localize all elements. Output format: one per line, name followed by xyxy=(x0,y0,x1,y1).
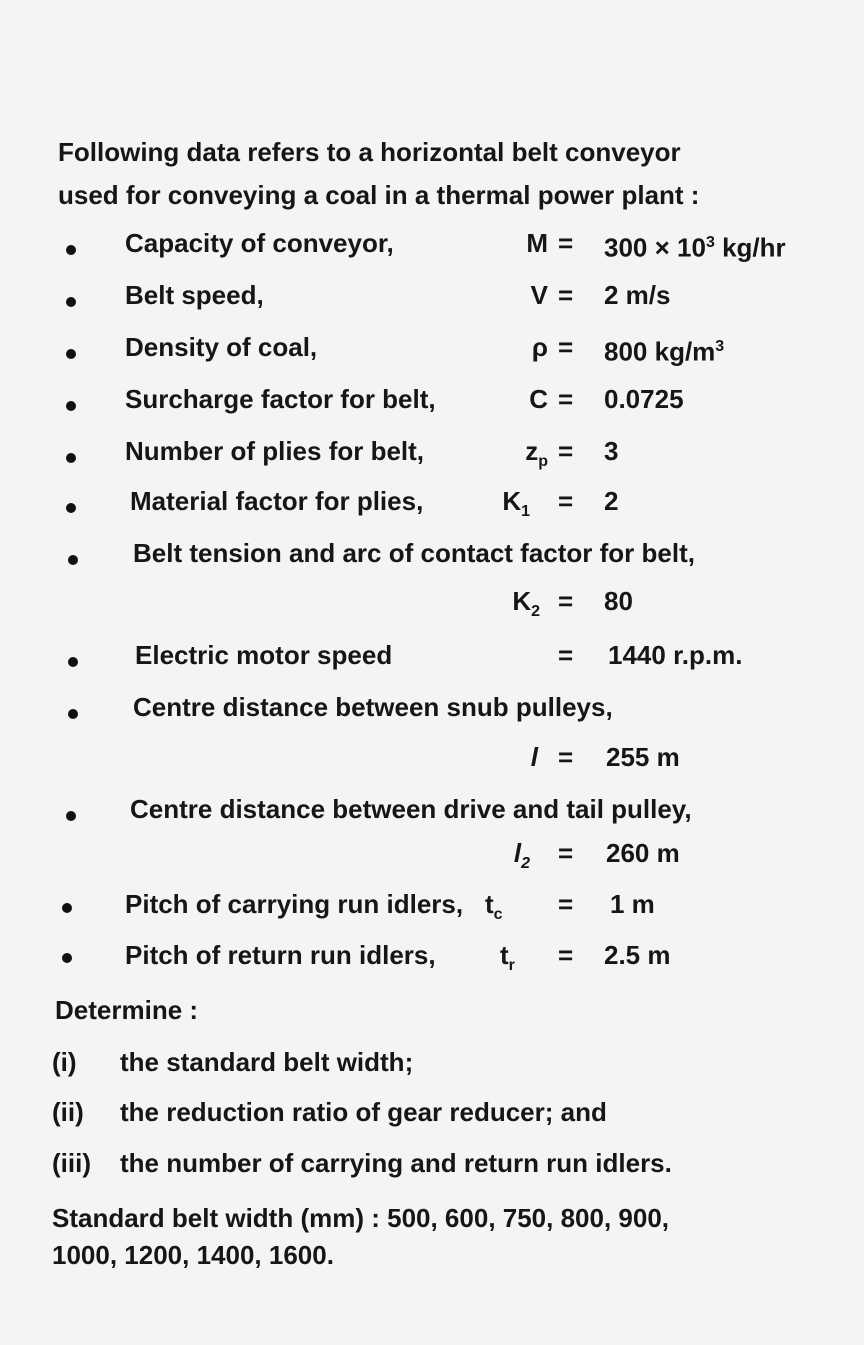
item-value: 1440 r.p.m. xyxy=(608,640,743,670)
equals-sign: = xyxy=(558,228,574,258)
item-label: Centre distance between drive and tail pulley, xyxy=(130,794,692,824)
item-label: Number of plies for belt, xyxy=(125,436,425,466)
item-text: the reduction ratio of gear reducer; and xyxy=(120,1097,607,1127)
item-label: Pitch of return run idlers, xyxy=(125,940,436,970)
bullet-icon xyxy=(66,453,76,463)
item-value: 3 xyxy=(604,436,619,466)
item-value: 800 $kg/m^3$ xyxy=(604,336,725,367)
bullet-icon xyxy=(62,903,72,913)
item-symbol: C xyxy=(529,384,548,414)
bullet-icon xyxy=(66,503,76,513)
bullet-icon xyxy=(66,401,76,411)
item-label: Pitch of carrying run idlers, xyxy=(125,889,464,919)
item-symbol: $l_2$ xyxy=(513,838,530,873)
item-value: 2 xyxy=(604,486,619,516)
item-value: 2 m/s xyxy=(604,280,671,310)
equals-sign: = xyxy=(558,280,574,310)
item-number: (iii) xyxy=(52,1148,91,1178)
item-label: Capacity of conveyor, xyxy=(125,228,394,258)
equals-sign: = xyxy=(558,486,574,516)
item-label: Belt tension and arc of contact factor for belt, xyxy=(133,538,695,568)
equals-sign: = xyxy=(558,436,574,466)
item-value: 1 m xyxy=(610,889,655,919)
item-text: the standard belt width; xyxy=(120,1047,414,1077)
item-label: Belt speed, xyxy=(125,280,264,310)
item-text: the number of carrying and return run idlers. xyxy=(120,1148,672,1178)
item-symbol: M xyxy=(526,228,548,258)
item-value: 260 m xyxy=(606,838,680,868)
equals-sign: = xyxy=(558,586,574,616)
item-symbol: $t_c$ xyxy=(485,889,503,924)
equals-sign: = xyxy=(558,940,574,970)
bullet-icon xyxy=(68,709,78,719)
item-label: Electric motor speed xyxy=(135,640,393,670)
bullet-icon xyxy=(62,953,72,963)
item-number: (i) xyxy=(52,1047,77,1077)
item-label: Surcharge factor for belt, xyxy=(125,384,436,414)
bullet-icon xyxy=(68,657,78,667)
item-number: (ii) xyxy=(52,1097,84,1127)
standard-widths-line-1: Standard belt width (mm) : 500, 600, 750, 800, 900, xyxy=(52,1203,670,1233)
determine-heading: Determine : xyxy=(55,995,199,1025)
bullet-icon xyxy=(66,297,76,307)
intro-line-2: used for conveying a coal in a thermal power plant : xyxy=(58,180,700,210)
standard-widths-line-2: 1000, 1200, 1400, 1600. xyxy=(52,1240,334,1270)
item-value: 0.0725 xyxy=(604,384,684,414)
bullet-icon xyxy=(66,245,76,255)
item-value: $300 \times 10^3$ kg/hr xyxy=(604,232,786,263)
item-value: 2.5 m xyxy=(604,940,671,970)
intro-line-1: Following data refers to a horizontal belt conveyor xyxy=(58,137,681,167)
item-symbol: ρ xyxy=(531,332,548,362)
equals-sign: = xyxy=(558,889,574,919)
item-label: Material factor for plies, xyxy=(130,486,424,516)
item-symbol: l xyxy=(530,742,538,772)
item-value: 80 xyxy=(604,586,633,616)
item-symbol: $z_p$ xyxy=(525,436,548,471)
bullet-icon xyxy=(68,555,78,565)
item-symbol: V xyxy=(530,280,548,310)
item-label: Centre distance between snub pulleys, xyxy=(133,692,613,722)
item-symbol: $K_2$ xyxy=(512,586,540,621)
equals-sign: = xyxy=(558,742,574,772)
bullet-icon xyxy=(66,349,76,359)
bullet-icon xyxy=(66,811,76,821)
equals-sign: = xyxy=(558,332,574,362)
item-label: Density of coal, xyxy=(125,332,318,362)
item-value: 255 m xyxy=(606,742,680,772)
item-symbol: $K_1$ xyxy=(502,486,530,521)
equals-sign: = xyxy=(558,384,574,414)
equals-sign: = xyxy=(558,640,574,670)
equals-sign: = xyxy=(558,838,574,868)
item-symbol: $t_r$ xyxy=(500,940,515,975)
